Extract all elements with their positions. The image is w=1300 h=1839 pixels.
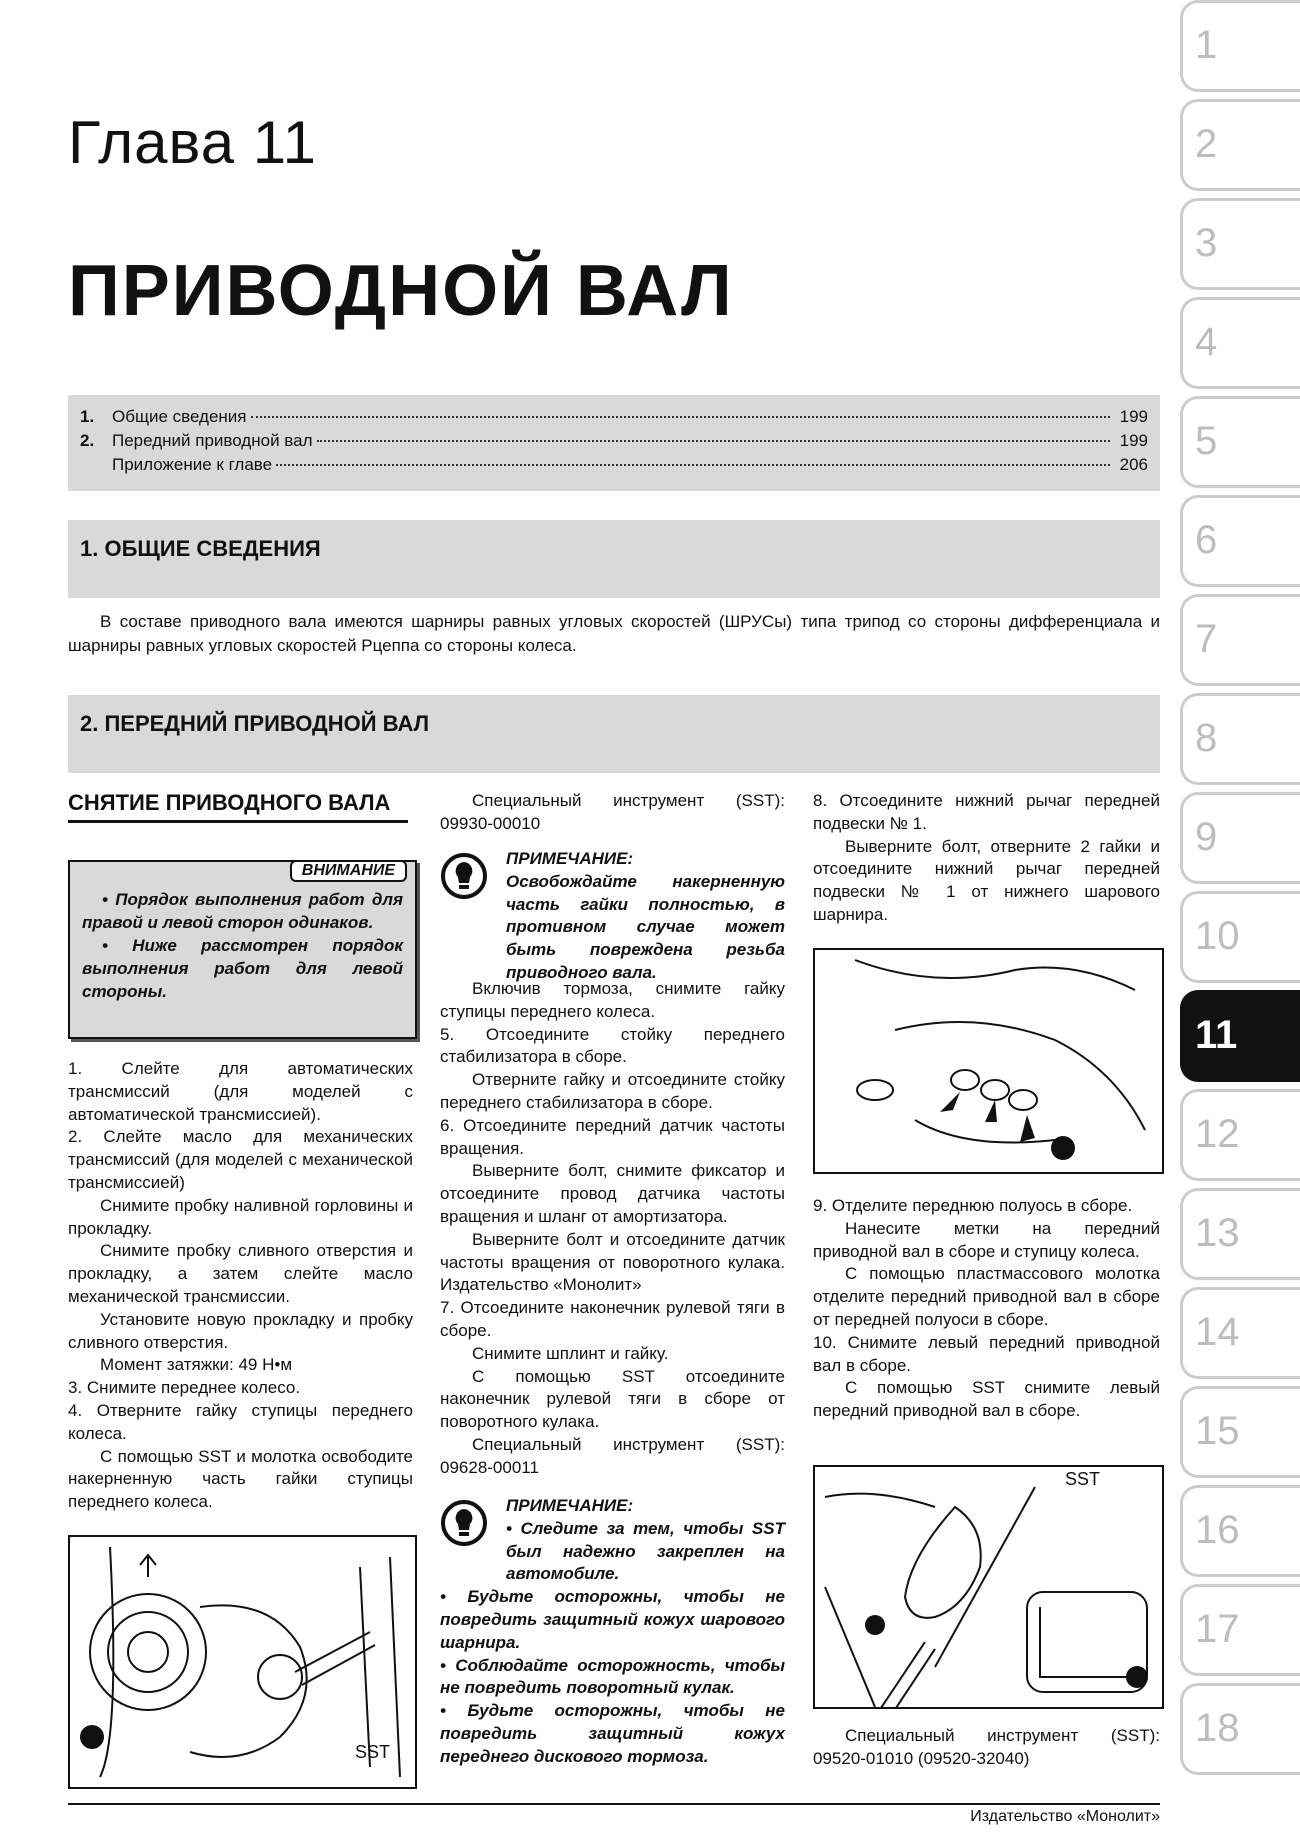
toc-title: Приложение к главе — [112, 455, 273, 474]
step-paragraph: 5. Отсоедините стойку переднего стабилизатора в сборе. — [440, 1024, 785, 1067]
tab-label: 5 — [1195, 419, 1218, 463]
paragraph: Установите новую прокладку и пробку сливного отверстия. — [68, 1309, 413, 1352]
tab-chapter-11-active[interactable] — [1180, 990, 1300, 1082]
toc-row[interactable] — [80, 407, 1148, 429]
paragraph: Выверните болт и отсоедините датчик частоты вращения от поворотного кулака. Издательство «Монолит» — [440, 1229, 785, 1295]
tab-label: 6 — [1195, 518, 1218, 562]
section-heading-general — [68, 520, 1160, 598]
table-of-contents — [68, 395, 1160, 491]
paragraph: Специальный инструмент (SST): 09930-00010 — [440, 791, 785, 833]
toc-num: 2. — [80, 431, 95, 450]
driveshaft-illustration — [815, 1467, 1162, 1707]
step-paragraph: 2. Слейте масло для механических трансмиссий (для моделей с механической трансмиссией) — [68, 1127, 413, 1192]
warning-box — [68, 860, 417, 1039]
step-paragraph: 8. Отсоедините нижний рычаг передней подвески № 1. — [813, 791, 1160, 833]
tab-chapter-18[interactable] — [1180, 1683, 1300, 1775]
figure-label: SST — [1065, 1469, 1101, 1489]
toc-row[interactable] — [80, 455, 1148, 477]
figure-lower-arm — [813, 948, 1164, 1174]
tab-label: 2 — [1195, 122, 1218, 166]
footer-rule — [68, 1803, 1160, 1805]
paragraph: Специальный инструмент (SST): 09628-00011 — [440, 1434, 785, 1477]
tab-chapter-16[interactable] — [1180, 1485, 1300, 1577]
note-heading: ПРИМЕЧАНИЕ: — [506, 1496, 634, 1515]
tab-chapter-15[interactable] — [1180, 1386, 1300, 1478]
tab-label: 8 — [1195, 716, 1218, 760]
tab-chapter-1[interactable] — [1180, 0, 1300, 92]
paragraph: Выверните болт, снимите фиксатор и отсоедините провод датчика частоты вращения и шланг от амортизатора. — [440, 1161, 785, 1226]
toc-num: 1. — [80, 407, 95, 426]
figure-hub-nut — [68, 1535, 417, 1789]
lightbulb-icon — [440, 1499, 488, 1549]
tab-chapter-14[interactable] — [1180, 1287, 1300, 1379]
column-1-text — [68, 1058, 413, 1514]
tab-label: 14 — [1195, 1310, 1240, 1354]
toc-leader — [251, 416, 1110, 418]
step-paragraph: 9. Отделите переднюю полуось в сборе. — [813, 1196, 1133, 1215]
tab-label: 12 — [1195, 1112, 1240, 1156]
section-title: 2. ПЕРЕДНИЙ ПРИВОДНОЙ ВАЛ — [80, 711, 430, 736]
tab-chapter-6[interactable] — [1180, 495, 1300, 587]
section-title: 1. ОБЩИЕ СВЕДЕНИЯ — [80, 536, 321, 561]
paragraph: С помощью SST снимите левый передний приводной вал в сборе. — [813, 1378, 1160, 1421]
paragraph: Снимите пробку сливного отверстия и прокладку, а затем слейте масло механической трансмиссии. — [68, 1241, 413, 1306]
paragraph: Снимите шплинт и гайку. — [472, 1343, 669, 1363]
column-3-tool-spec — [813, 1725, 1160, 1771]
column-2-steps — [440, 978, 785, 1480]
toc-page: 206 — [1119, 455, 1148, 474]
paragraph: Специальный инструмент (SST): 09520-01010 (09520-32040) — [813, 1726, 1160, 1768]
step-paragraph: 6. Отсоедините передний датчик частоты вращения. — [440, 1115, 785, 1158]
section-intro-text: В составе приводного вала имеются шарниры равных угловых скоростей (ШРУСы) типа трипод со стороны дифференциала и шарниры равных угловых скоростей Рцеппа со стороны колеса. — [68, 612, 1160, 655]
paragraph: Снимите пробку наливной горловины и прокладку. — [68, 1195, 413, 1238]
tab-label: 18 — [1195, 1706, 1240, 1750]
paragraph: С помощью SST отсоедините наконечник рулевой тяги в сборе от поворотного кулака. — [440, 1366, 785, 1432]
warning-tag: ВНИМАНИЕ — [290, 860, 407, 882]
step-paragraph: 7. Отсоедините наконечник рулевой тяги в сборе. — [440, 1298, 785, 1340]
step-paragraph: 4. Отверните гайку ступицы переднего колеса. — [68, 1400, 413, 1443]
tab-chapter-7[interactable] — [1180, 594, 1300, 686]
torque-spec: Момент затяжки: 49 Н•м — [100, 1355, 293, 1375]
tab-chapter-17[interactable] — [1180, 1584, 1300, 1676]
toc-row[interactable] — [80, 431, 1148, 453]
tab-chapter-13[interactable] — [1180, 1188, 1300, 1280]
tab-label: 13 — [1195, 1211, 1240, 1255]
tab-chapter-2[interactable] — [1180, 99, 1300, 191]
warning-text — [82, 888, 403, 1003]
warning-item: • Ниже рассмотрен порядок выполнения работ для левой стороны. — [82, 936, 403, 1001]
step-paragraph: 1. Слейте для автоматических трансмиссий (для моделей с автоматической трансмиссией). — [68, 1059, 413, 1124]
toc-title: Общие сведения — [112, 407, 247, 426]
tab-chapter-12[interactable] — [1180, 1089, 1300, 1181]
paragraph: С помощью SST и молотка освободите накерненную часть гайки ступицы переднего колеса. — [68, 1446, 413, 1512]
warning-item: • Порядок выполнения работ для правой и левой сторон одинаков. — [82, 890, 403, 932]
column-3-text — [813, 790, 1160, 927]
toc-leader — [276, 464, 1110, 466]
column-3-steps — [813, 1195, 1160, 1423]
paragraph: С помощью пластмассового молотка отделите передний приводной вал в сборе от передней полуоси в сборе. — [813, 1264, 1160, 1329]
note-2 — [440, 1495, 785, 1769]
subsection-heading: СНЯТИЕ ПРИВОДНОГО ВАЛА — [68, 790, 408, 823]
lightbulb-icon — [440, 852, 488, 902]
note-1 — [440, 848, 785, 985]
note-item: • Будьте осторожны, чтобы не повредить защитный кожух переднего дискового тормоза. — [440, 1701, 785, 1766]
tab-chapter-3[interactable] — [1180, 198, 1300, 290]
toc-page: 199 — [1119, 407, 1148, 426]
tab-label: 4 — [1195, 320, 1218, 364]
tab-chapter-8[interactable] — [1180, 693, 1300, 785]
paragraph: Выверните болт, отверните 2 гайки и отсоедините нижний рычаг передней подвески № 1 от нижнего шарового шарнира. — [813, 836, 1160, 924]
step-paragraph: 10. Снимите левый передний приводной вал в сборе. — [813, 1332, 1160, 1375]
paragraph: Нанесите метки на передний приводной вал в сборе и ступицу колеса. — [813, 1218, 1160, 1261]
tab-chapter-4[interactable] — [1180, 297, 1300, 389]
figure-driveshaft-removal — [813, 1465, 1164, 1709]
lower-arm-illustration — [815, 950, 1162, 1172]
tab-label: 10 — [1195, 914, 1240, 958]
toc-page: 199 — [1119, 431, 1148, 450]
chapter-title: ПРИВОДНОЙ ВАЛ — [68, 251, 734, 331]
tab-label: 7 — [1195, 617, 1218, 661]
paragraph: Включив тормоза, снимите гайку ступицы переднего колеса. — [440, 979, 785, 1021]
tab-chapter-10[interactable] — [1180, 891, 1300, 983]
tab-label: 3 — [1195, 221, 1218, 265]
step-paragraph: 3. Снимите переднее колесо. — [68, 1378, 301, 1398]
tab-chapter-5[interactable] — [1180, 396, 1300, 488]
tab-label: 1 — [1195, 23, 1218, 67]
paragraph: Отверните гайку и отсоедините стойку переднего стабилизатора в сборе. — [440, 1070, 785, 1112]
toc-leader — [317, 440, 1110, 442]
tab-label: 15 — [1195, 1409, 1240, 1453]
tab-label: 9 — [1195, 815, 1218, 859]
tab-chapter-9[interactable] — [1180, 792, 1300, 884]
note-text: Освобождайте накерненную часть гайки полностью, в противном случае может быть повреждена резьба приводного вала. — [506, 871, 785, 982]
chapter-label: Глава 11 — [68, 109, 318, 176]
tab-label: 11 — [1195, 1013, 1238, 1057]
note-item: • Будьте осторожны, чтобы не повредить защитный кожух шарового шарнира. — [440, 1587, 785, 1652]
toc-title: Передний приводной вал — [112, 431, 313, 450]
note-heading: ПРИМЕЧАНИЕ: — [506, 849, 634, 868]
figure-label: SST — [355, 1742, 391, 1762]
footer-publisher: Издательство «Монолит» — [970, 1808, 1160, 1825]
column-2-text — [440, 790, 785, 836]
note-item: • Следите за тем, чтобы SST был надежно закреплен на автомобиле. — [506, 1518, 785, 1584]
note-item: • Соблюдайте осторожность, чтобы не повредить поворотный кулак. — [440, 1655, 785, 1698]
tab-label: 17 — [1195, 1607, 1240, 1651]
tab-label: 16 — [1195, 1508, 1240, 1552]
section-heading-front-driveshaft — [68, 695, 1160, 773]
